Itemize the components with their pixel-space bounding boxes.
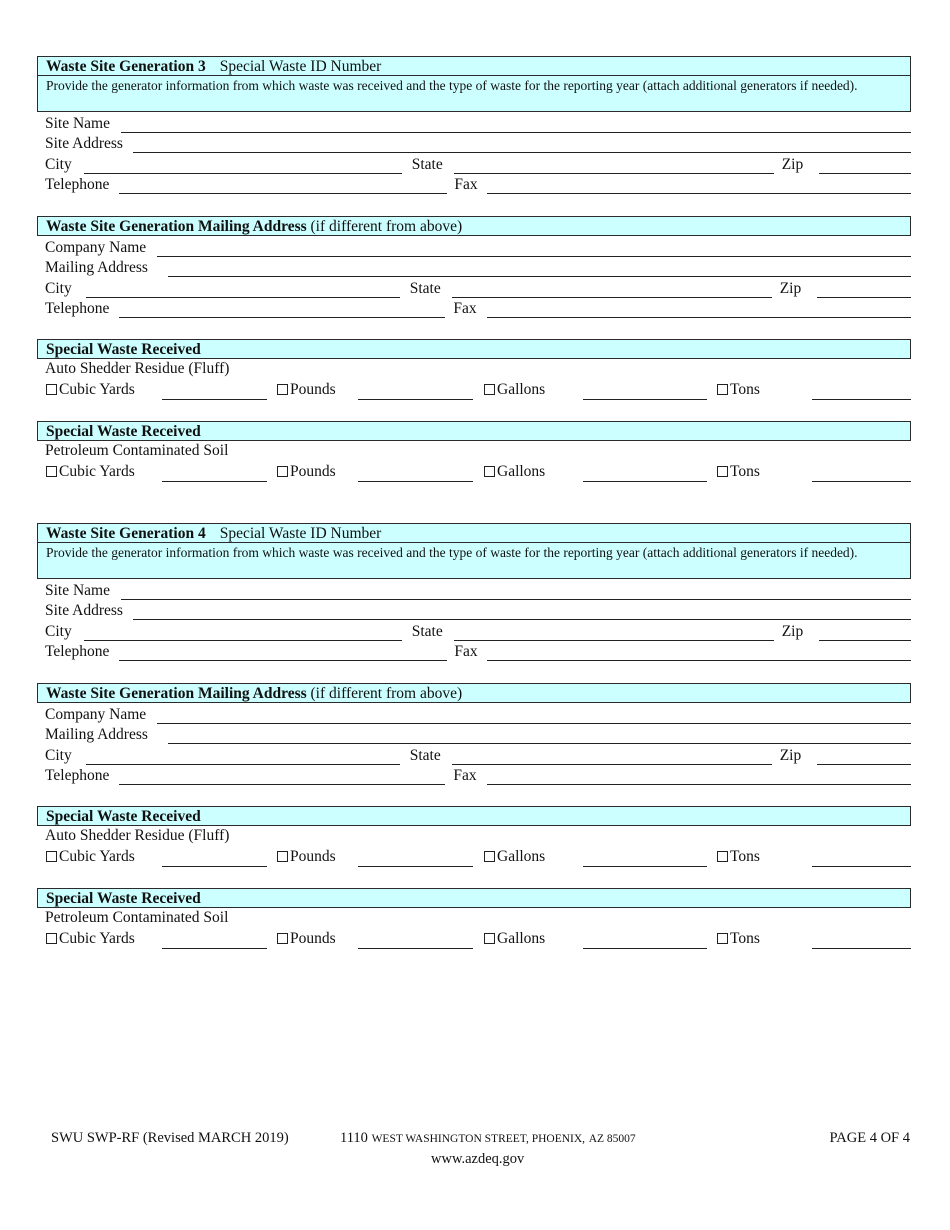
gallons-field[interactable]: [583, 399, 707, 400]
checkbox-icon[interactable]: [46, 384, 57, 395]
city-field[interactable]: [86, 282, 400, 298]
site-name-label: Site Name: [45, 581, 110, 599]
section-title: Waste Site Generation Mailing Address: [46, 218, 307, 235]
generator-4-section: [37, 523, 911, 661]
checkbox-icon[interactable]: [484, 933, 495, 944]
telephone-field[interactable]: [119, 769, 445, 785]
checkbox-icon[interactable]: [717, 466, 728, 477]
waste-type-label: Auto Shedder Residue (Fluff): [45, 827, 230, 844]
mailing-address-label: Mailing Address: [45, 726, 148, 743]
fax-field[interactable]: [487, 302, 911, 318]
cubic-yards-option[interactable]: Cubic Yards: [46, 930, 135, 948]
state-field[interactable]: [454, 158, 774, 174]
site-address-label: Site Address: [45, 135, 123, 152]
cubic-yards-option[interactable]: Cubic Yards: [46, 463, 135, 481]
checkbox-icon[interactable]: [717, 933, 728, 944]
gallons-field[interactable]: [583, 948, 707, 949]
special-waste-id-label: Special Waste ID Number: [219, 58, 382, 75]
state-field[interactable]: [454, 625, 774, 641]
gallons-field[interactable]: [583, 481, 707, 482]
zip-label: Zip: [779, 746, 802, 764]
gallons-option[interactable]: Gallons: [484, 848, 545, 866]
pounds-option[interactable]: Pounds: [277, 463, 336, 481]
company-name-field[interactable]: [157, 708, 911, 724]
zip-field[interactable]: [817, 282, 911, 298]
section-note: (if different from above): [310, 685, 463, 702]
checkbox-icon[interactable]: [484, 466, 495, 477]
special-waste-3a-section: [37, 339, 911, 405]
city-field[interactable]: [84, 625, 402, 641]
waste-type-label: Auto Shedder Residue (Fluff): [45, 360, 230, 377]
company-name-label: Company Name: [45, 238, 147, 256]
company-name-field[interactable]: [157, 241, 911, 257]
section-note: (if different from above): [310, 218, 463, 235]
section-title: Special Waste Received: [46, 808, 201, 825]
mailing-address-label: Mailing Address: [45, 259, 148, 276]
tons-field[interactable]: [812, 399, 911, 400]
mailing-address-field[interactable]: [168, 261, 911, 277]
section-header: [37, 339, 911, 359]
telephone-field[interactable]: [119, 302, 445, 318]
form-id: SWU SWP-RF (Revised MARCH 2019): [51, 1130, 289, 1146]
pounds-option[interactable]: Pounds: [277, 381, 336, 399]
tons-option[interactable]: Tons: [717, 381, 760, 399]
state-field[interactable]: [452, 749, 772, 765]
site-name-field[interactable]: [121, 117, 911, 133]
fax-label: Fax: [454, 643, 478, 660]
tons-field[interactable]: [812, 481, 911, 482]
gallons-field[interactable]: [583, 866, 707, 867]
site-address-field[interactable]: [133, 604, 911, 620]
tons-field[interactable]: [812, 948, 911, 949]
zip-label: Zip: [781, 622, 804, 640]
checkbox-icon[interactable]: [46, 933, 57, 944]
fax-label: Fax: [453, 300, 477, 317]
agency-address: 1110 WEST WASHINGTON STREET, PHOENIX, AZ 85007: [340, 1130, 636, 1146]
mailing-address-field[interactable]: [168, 728, 911, 744]
telephone-label: Telephone: [45, 176, 110, 193]
special-waste-id-label: Special Waste ID Number: [219, 525, 382, 542]
cubic-yards-option[interactable]: Cubic Yards: [46, 848, 135, 866]
section-title: Waste Site Generation 3: [46, 58, 206, 75]
section-header: [37, 216, 911, 236]
telephone-label: Telephone: [45, 643, 110, 660]
section-title: Waste Site Generation 4: [46, 525, 206, 542]
section-title: Waste Site Generation Mailing Address: [46, 685, 307, 702]
state-label: State: [411, 155, 443, 173]
checkbox-icon[interactable]: [277, 933, 288, 944]
gallons-option[interactable]: Gallons: [484, 463, 545, 481]
state-label: State: [409, 279, 441, 297]
pounds-option[interactable]: Pounds: [277, 930, 336, 948]
telephone-field[interactable]: [119, 645, 447, 661]
tons-option[interactable]: Tons: [717, 848, 760, 866]
zip-field[interactable]: [817, 749, 911, 765]
checkbox-icon[interactable]: [46, 851, 57, 862]
telephone-field[interactable]: [119, 178, 447, 194]
fax-field[interactable]: [487, 769, 911, 785]
fax-field[interactable]: [487, 178, 911, 194]
fax-label: Fax: [453, 767, 477, 784]
zip-label: Zip: [779, 279, 802, 297]
gallons-option[interactable]: Gallons: [484, 930, 545, 948]
state-field[interactable]: [452, 282, 772, 298]
section-header: [37, 683, 911, 703]
company-name-label: Company Name: [45, 705, 147, 723]
pounds-field[interactable]: [358, 481, 473, 482]
site-name-field[interactable]: [121, 584, 911, 600]
special-waste-4b-section: [37, 888, 911, 954]
website-link[interactable]: www.azdeq.gov: [431, 1151, 525, 1167]
checkbox-icon[interactable]: [277, 851, 288, 862]
pounds-field[interactable]: [358, 399, 473, 400]
pounds-option[interactable]: Pounds: [277, 848, 336, 866]
checkbox-icon[interactable]: [46, 466, 57, 477]
zip-label: Zip: [781, 155, 804, 173]
pounds-field[interactable]: [358, 948, 473, 949]
section-title: Special Waste Received: [46, 423, 201, 440]
special-waste-4a-section: [37, 806, 911, 872]
checkbox-icon[interactable]: [484, 851, 495, 862]
checkbox-icon[interactable]: [717, 851, 728, 862]
section-header: [37, 888, 911, 908]
tons-option[interactable]: Tons: [717, 463, 760, 481]
mailing-address-4-section: [37, 683, 911, 785]
section-description: Provide the generator information from which waste was received and the type of waste for the reporting year (attach additional generators if needed).: [37, 543, 911, 579]
checkbox-icon[interactable]: [277, 466, 288, 477]
city-label: City: [45, 279, 72, 297]
checkbox-icon[interactable]: [717, 384, 728, 395]
generator-3-section: [37, 56, 911, 194]
section-header: [37, 56, 911, 76]
site-address-label: Site Address: [45, 602, 123, 619]
fax-field[interactable]: [487, 645, 911, 661]
gallons-option[interactable]: Gallons: [484, 381, 545, 399]
checkbox-icon[interactable]: [484, 384, 495, 395]
cubic-yards-field[interactable]: [162, 399, 267, 400]
section-title: Special Waste Received: [46, 890, 201, 907]
section-header: [37, 421, 911, 441]
pounds-field[interactable]: [358, 866, 473, 867]
city-label: City: [45, 622, 72, 640]
tons-field[interactable]: [812, 866, 911, 867]
site-address-field[interactable]: [133, 137, 911, 153]
cubic-yards-field[interactable]: [162, 481, 267, 482]
zip-field[interactable]: [819, 625, 911, 641]
state-label: State: [411, 622, 443, 640]
telephone-label: Telephone: [45, 300, 110, 317]
mailing-address-3-section: [37, 216, 911, 318]
page-number: PAGE 4 OF 4: [829, 1130, 910, 1146]
zip-field[interactable]: [819, 158, 911, 174]
section-description: Provide the generator information from which waste was received and the type of waste for the reporting year (attach additional generators if needed).: [37, 76, 911, 112]
site-name-label: Site Name: [45, 114, 110, 132]
waste-type-label: Petroleum Contaminated Soil: [45, 442, 229, 459]
city-label: City: [45, 155, 72, 173]
cubic-yards-option[interactable]: Cubic Yards: [46, 381, 135, 399]
fax-label: Fax: [454, 176, 478, 193]
city-label: City: [45, 746, 72, 764]
special-waste-3b-section: [37, 421, 911, 487]
cubic-yards-field[interactable]: [162, 866, 267, 867]
cubic-yards-field[interactable]: [162, 948, 267, 949]
telephone-label: Telephone: [45, 767, 110, 784]
section-title: Special Waste Received: [46, 341, 201, 358]
checkbox-icon[interactable]: [277, 384, 288, 395]
state-label: State: [409, 746, 441, 764]
tons-option[interactable]: Tons: [717, 930, 760, 948]
section-header: [37, 523, 911, 543]
waste-type-label: Petroleum Contaminated Soil: [45, 909, 229, 926]
city-field[interactable]: [84, 158, 402, 174]
section-header: [37, 806, 911, 826]
city-field[interactable]: [86, 749, 400, 765]
